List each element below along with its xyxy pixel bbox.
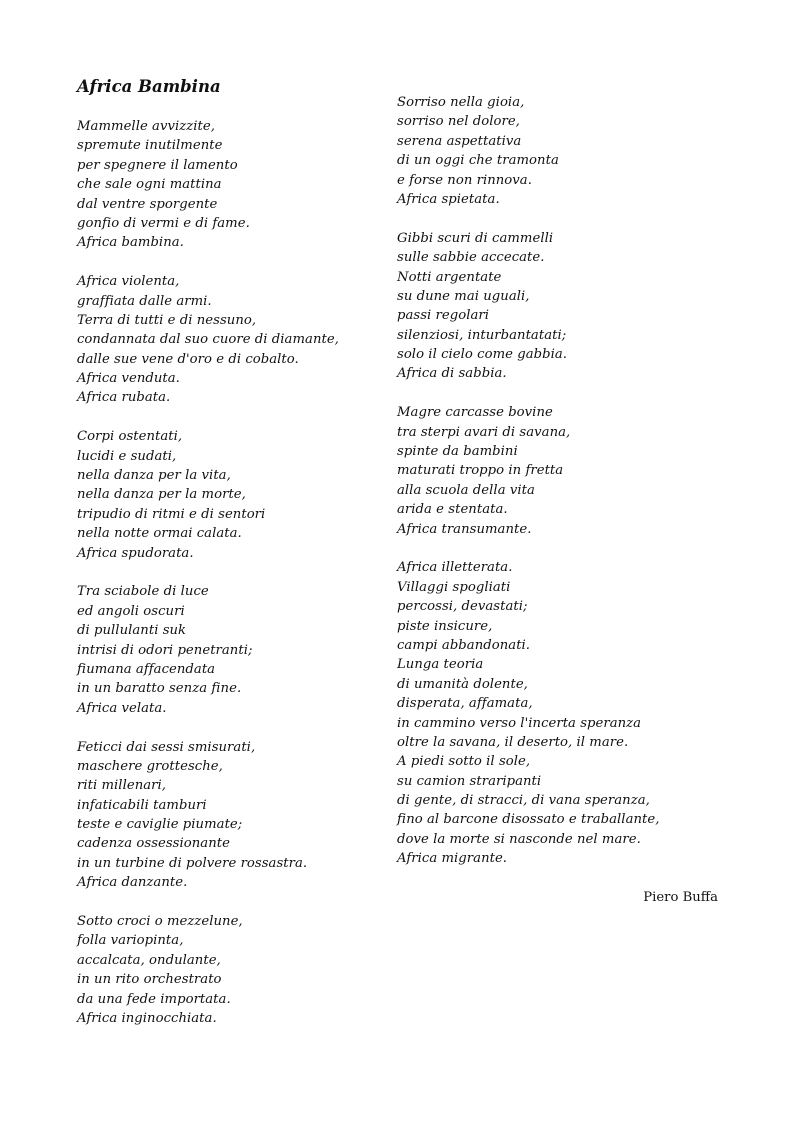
- stanza: [77, 582, 407, 718]
- poem-line: Africa illetterata.: [397, 560, 513, 576]
- poem-line: tripudio di ritmi e di sentori: [77, 506, 266, 522]
- stanza: [77, 272, 407, 408]
- poem-line: Feticci dai sessi smisurati,: [77, 739, 256, 755]
- poem-line: in cammino verso l'incerta speranza: [397, 715, 642, 731]
- poem-line: Africa rubata.: [77, 390, 171, 406]
- poem-line: Villaggi spogliati: [397, 579, 511, 595]
- poem-line: infaticabili tamburi: [77, 797, 207, 813]
- poem-line: alla scuola della vita: [397, 482, 535, 498]
- poem-line: Africa spietata.: [397, 191, 500, 207]
- poem-line: Lunga teoria: [397, 657, 484, 673]
- poem-line: disperata, affamata,: [397, 696, 533, 712]
- poem-line: piste insicure,: [397, 618, 493, 634]
- stanza: [77, 738, 407, 893]
- poem-line: dal ventre sporgente: [77, 196, 218, 212]
- poem-line: di umanità dolente,: [397, 676, 528, 692]
- poem-line: Magre carcasse bovine: [397, 405, 553, 421]
- poem-line: cadenza ossessionante: [77, 836, 230, 852]
- poem-line: in un turbine di polvere rossastra.: [77, 855, 308, 871]
- poem-line: in un rito orchestrato: [77, 972, 222, 988]
- poem-line: di gente, di stracci, di vana speranza,: [397, 793, 650, 809]
- poem-line: maschere grottesche,: [77, 758, 223, 774]
- poem-line: spinte da bambini: [397, 444, 518, 460]
- poem-line: Terra di tutti e di nessuno,: [77, 312, 257, 328]
- poem-line: fiumana affacendata: [77, 661, 216, 677]
- poem-line: spremute inutilmente: [77, 138, 223, 154]
- poem-line: Africa spudorata.: [77, 545, 194, 561]
- poem-line: accalcata, ondulante,: [77, 952, 221, 968]
- poem-line: A piedi sotto il sole,: [397, 754, 531, 770]
- poem-line: Africa violenta,: [77, 274, 180, 290]
- poem-line: silenziosi, inturbantatati;: [397, 327, 567, 343]
- poem-line: Gibbi scuri di cammelli: [397, 230, 554, 246]
- poem-author: Piero Buffa: [643, 890, 718, 905]
- stanza: [397, 229, 727, 384]
- poem-line: e forse non rinnova.: [397, 172, 532, 188]
- poem-line: Mammelle avvizzite,: [77, 119, 215, 134]
- poem-line: nella danza per la vita,: [77, 468, 231, 484]
- poem-line: graffiata dalle armi.: [77, 293, 212, 309]
- stanza: [77, 117, 407, 253]
- poem-line: ed angoli oscuri: [77, 603, 185, 619]
- poem-line: di pullulanti suk: [77, 623, 187, 639]
- poem-line: sorriso nel dolore,: [397, 114, 520, 130]
- poem-line: campi abbandonati.: [397, 637, 531, 653]
- poem-line: folla variopinta,: [77, 933, 184, 949]
- poem-line: serena aspettativa: [397, 133, 522, 149]
- poem-title: Africa Bambina: [77, 77, 221, 96]
- poem-line: riti millenari,: [77, 778, 167, 794]
- poem-line: dalle sue vene d'oro e di cobalto.: [77, 351, 299, 367]
- poem-line: intrisi di odori penetranti;: [77, 642, 253, 658]
- poem-line: tra sterpi avari di savana,: [397, 424, 571, 440]
- poem-line: Africa venduta.: [77, 371, 180, 387]
- stanza: [77, 912, 407, 1028]
- poem-line: oltre la savana, il deserto, il mare.: [397, 734, 629, 750]
- poem-line: nella notte ormai calata.: [77, 526, 242, 542]
- poem-line: Africa migrante.: [397, 851, 508, 867]
- poem-line: sulle sabbie accecate.: [397, 250, 545, 266]
- poem-line: gonfio di vermi e di fame.: [77, 215, 250, 231]
- poem-line: di un oggi che tramonta: [397, 153, 559, 169]
- poem-line: in un baratto senza fine.: [77, 681, 242, 697]
- poem-line: solo il cielo come gabbia.: [397, 347, 568, 363]
- poem-line: Africa transumante.: [397, 521, 532, 537]
- poem-line: Africa inginocchiata.: [77, 1010, 217, 1026]
- poem-line: fino al barcone disossato e traballante,: [397, 812, 660, 828]
- poem-line: maturati troppo in fretta: [397, 463, 564, 479]
- poem-line: teste e caviglie piumate;: [77, 817, 243, 833]
- poem-line: percossi, devastati;: [397, 599, 528, 615]
- stanza: [77, 427, 407, 563]
- poem-line: che sale ogni mattina: [77, 177, 222, 193]
- poem-line: per spegnere il lamento: [77, 157, 238, 173]
- poem-line: su dune mai uguali,: [397, 288, 530, 304]
- poem-line: arida e stentata.: [397, 502, 508, 518]
- poem-line: dove la morte si nasconde nel mare.: [397, 831, 641, 847]
- right-column: [397, 93, 727, 888]
- poem-line: Tra sciabole di luce: [77, 584, 209, 600]
- poem-line: Notti argentate: [397, 269, 502, 285]
- poem-line: Africa di sabbia.: [397, 366, 507, 382]
- poem-line: lucidi e sudati,: [77, 448, 177, 464]
- poem-line: Corpi ostentati,: [77, 429, 183, 445]
- poem-line: da una fede importata.: [77, 991, 231, 1007]
- poem-line: Sorriso nella gioia,: [397, 95, 525, 110]
- poem-line: Africa velata.: [77, 700, 167, 716]
- poem-line: passi regolari: [397, 308, 490, 324]
- stanza: [397, 558, 727, 868]
- poem-line: nella danza per la morte,: [77, 487, 246, 503]
- poem-line: Africa bambina.: [77, 235, 184, 251]
- poem-line: condannata dal suo cuore di diamante,: [77, 332, 339, 348]
- stanza: [397, 93, 727, 209]
- poem-line: Africa danzante.: [77, 875, 188, 891]
- stanza: [397, 403, 727, 539]
- poem-line: Sotto croci o mezzelune,: [77, 914, 243, 930]
- left-column: [77, 117, 407, 1048]
- poem-line: su camion straripanti: [397, 773, 542, 789]
